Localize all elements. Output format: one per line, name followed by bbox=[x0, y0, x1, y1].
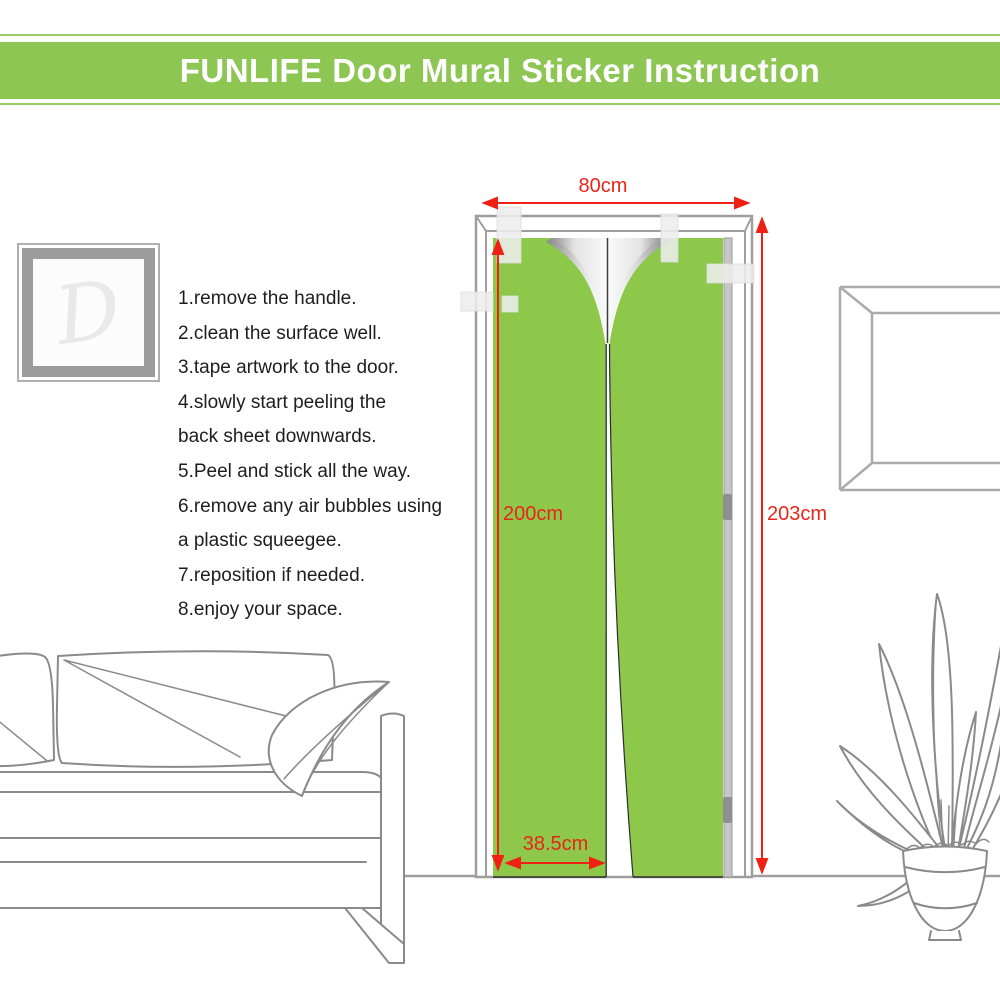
sticker-left-panel bbox=[493, 238, 606, 877]
tape-top-right bbox=[661, 214, 678, 262]
instruction-line: 8.enjoy your space. bbox=[178, 599, 343, 621]
potted-plant bbox=[837, 594, 1000, 940]
tape-left-square bbox=[502, 296, 518, 312]
sofa-cushion-left bbox=[0, 654, 54, 767]
sofa-arm-post bbox=[381, 714, 404, 963]
frame-monogram: D bbox=[50, 261, 127, 364]
picture-frame-right-outline bbox=[840, 287, 1000, 490]
picture-frame-left bbox=[17, 243, 160, 382]
picture-frame-right bbox=[840, 287, 1000, 490]
door-edge bbox=[723, 238, 732, 877]
door-edge-strip bbox=[724, 238, 732, 877]
instruction-line: back sheet downwards. bbox=[178, 426, 377, 448]
instruction-line: 3.tape artwork to the door. bbox=[178, 357, 399, 379]
dimension-label-sticker-height: 200cm bbox=[503, 503, 564, 525]
door-hinge-bottom bbox=[723, 797, 732, 823]
instruction-line: a plastic squeegee. bbox=[178, 530, 342, 552]
instruction-line: 7.reposition if needed. bbox=[178, 564, 365, 586]
plant-pot-foot bbox=[929, 931, 961, 940]
arrowhead bbox=[757, 859, 767, 872]
dimension-label-panel-width: 38.5cm bbox=[522, 833, 589, 855]
picture-frame-left-mat bbox=[22, 248, 155, 377]
instruction-line: 2.clean the surface well. bbox=[178, 322, 382, 344]
arrowhead bbox=[735, 198, 748, 208]
instruction-line: 1.remove the handle. bbox=[178, 288, 357, 309]
arrowhead bbox=[757, 219, 767, 232]
arrowhead bbox=[484, 198, 497, 208]
door-hinge-top bbox=[723, 494, 732, 520]
tape-right-horizontal bbox=[707, 264, 754, 283]
page-title: FUNLIFE Door Mural Sticker Instruction bbox=[179, 51, 821, 89]
dimension-label-door-width: 80cm bbox=[578, 175, 628, 197]
plant-pot bbox=[903, 847, 987, 932]
tape-left-horizontal bbox=[461, 292, 493, 311]
instructions-list bbox=[178, 282, 442, 628]
instruction-line: 6.remove any air bubbles using bbox=[178, 495, 443, 517]
dimension-label-door-height: 203cm bbox=[767, 503, 828, 525]
instruction-line: 5.Peel and stick all the way. bbox=[178, 460, 412, 482]
sofa bbox=[0, 651, 404, 963]
instruction-line: 4.slowly start peeling the bbox=[178, 391, 387, 413]
